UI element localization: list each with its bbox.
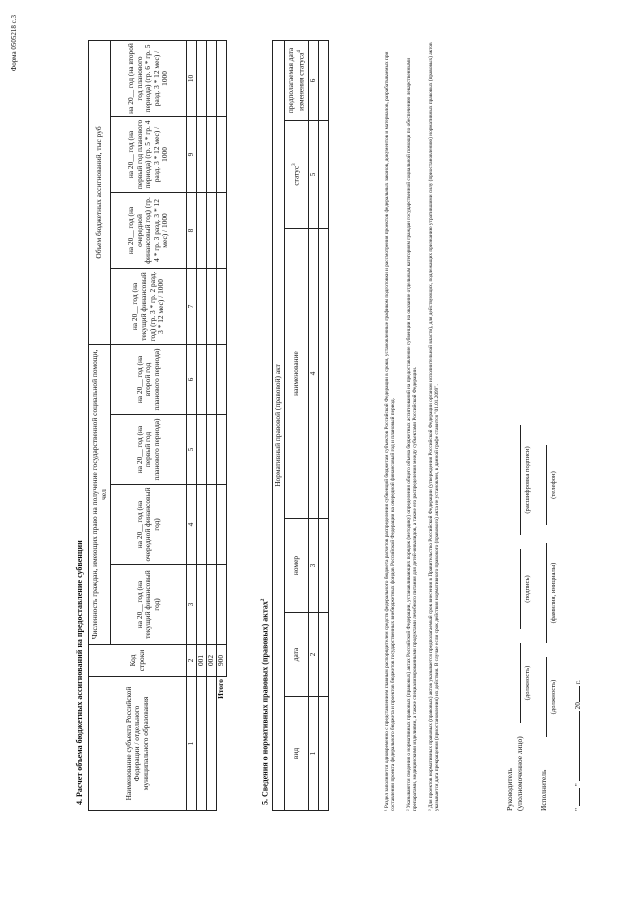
exec-fio-line xyxy=(546,543,547,643)
col-number: 9 xyxy=(187,116,197,192)
col-number: 1 xyxy=(187,677,197,811)
col-number: 2 xyxy=(187,645,197,677)
header-col9: на 20__ год (на первый год планового периода) (гр. 5 * гр. 4 разд. 3 * 12 мес) / 1000 xyxy=(111,116,187,192)
col-number: 4 xyxy=(309,229,319,519)
date-year-prefix: 20 xyxy=(573,702,582,710)
header-col8: на 20__ год (на очередной финансовый год) (гр. 4 * гр. 3 разд. 3 * 12 мес) / 1000 xyxy=(111,192,187,268)
head-signature-caption: (подпись) xyxy=(524,575,531,603)
exec-phone-caption: (телефон) xyxy=(550,471,557,499)
head-position-caption: (должность) xyxy=(524,665,531,701)
col-number: 6 xyxy=(309,40,319,120)
section5-title xyxy=(260,405,270,805)
table-row xyxy=(319,40,329,810)
header-recipients-group: Численность граждан, имеющих право на получение государственной социальной помощи, чел xyxy=(89,344,111,644)
head-decoding-caption: (расшифровка подписи) xyxy=(524,446,531,514)
head-signature-line xyxy=(520,549,521,629)
footnote-1: ¹ Раздел заполняется одновременно с представлением главным распорядителем средств федерального бюджета расчетов распределения субвенций бюджетам субъектов Российской Федерации в сроки, установленные графиком подготовки и рассмотрения проектов федеральных законов, документов и материалов, разрабатываемых при составлении проекта федерального бюджета и проектов бюджетов государственных внебюджетных фондов Российской Федерации на очередной финансовый год и плановый период. xyxy=(384,51,397,811)
header-col7: на 20__ год (на текущий финансовый год) (гр. 3 * гр. 2 разд. 3 * 12 мес) / 1000 xyxy=(111,268,187,344)
head-sub-label: (уполномоченное лицо) xyxy=(515,736,524,811)
date-day-blank xyxy=(579,788,580,806)
col-number: 5 xyxy=(309,121,319,229)
table-row xyxy=(197,40,207,810)
header-col4: на 20__ год (на очередной финансовый год) xyxy=(111,485,187,565)
header-status-text: статус xyxy=(291,165,301,186)
header-nomer: номер xyxy=(285,519,309,613)
header-col5: на 20__ год (на первый год планового периода) xyxy=(111,415,187,485)
footnote-3: ³ Для проектов нормативных правовых (правовых) актов указывается предполагаемый срок внесения в Правительство Российской Федерации (утверждения Российской Федерации органом исполнительной власти), для действующих, подлежащих признанию утратившими силу (приостановлению) нормативных правовых (правовых) актов указывается дата прекращения (приостановления) их действия. В случае если срок действия нормативного правового (правового) акта не установлен, в данной графе ставится "01.01.2099". xyxy=(428,42,441,811)
col-number: 8 xyxy=(187,192,197,268)
legal-act-group-header: Нормативный правовой (правовой) акт xyxy=(273,40,285,810)
col-number: 2 xyxy=(309,613,319,697)
header-code: Код строки xyxy=(89,645,187,677)
exec-fio-caption: (фамилия, инициалы) xyxy=(550,562,557,624)
exec-phone-line xyxy=(546,445,547,525)
column-numbers-row xyxy=(187,40,197,810)
total-row xyxy=(217,40,227,810)
header-col10: на 20__ год (на второй год планового периода) (гр. 6 * гр. 5 разд. 3 * 12 мес) / 1000 xyxy=(111,40,187,116)
total-label: Итого xyxy=(216,679,226,699)
executor-label: Исполнитель xyxy=(539,769,548,811)
col-number: 4 xyxy=(187,485,197,565)
header-date-change xyxy=(285,40,309,120)
subvention-calculation-table xyxy=(88,40,227,811)
header-name: Наименование субъекта Российской Федерации / отдельного муниципального образования xyxy=(89,677,187,811)
header-naim: наименование xyxy=(285,229,309,519)
row-code: 001 xyxy=(197,645,207,677)
legal-acts-table xyxy=(272,40,329,811)
header-date-change-text: предполагаемая дата изменения статуса xyxy=(286,47,306,114)
col-number: 3 xyxy=(309,519,319,613)
form-code: Форма 0505218 с.3 xyxy=(10,15,18,72)
date-change-footnote-ref: 4 xyxy=(296,50,302,53)
date-line xyxy=(574,571,583,811)
section5-title-footnote-ref: 2 xyxy=(261,598,266,602)
col-number: 3 xyxy=(187,565,197,645)
date-quote-close: " xyxy=(573,783,582,787)
section5-title-text: 5. Сведения о нормативных правовых (правовых) актах xyxy=(260,601,270,805)
exec-position-line xyxy=(546,657,547,737)
col-number: 10 xyxy=(187,40,197,116)
footnote-2: ² Указываются сведения о нормативных правовых (правовых) актах Российской Федерации, устанавливающих порядок (методику) определения общего объема бюджетных ассигнований на предоставление субвенции на оказание отдельным категориям граждан государственной социальной помощи по обеспечению лекарственными препаратами, медицинскими изделиями, а также специализированными продуктами лечебного питания для детей-инвалидов, а также его распределения между субъектами Российской Федерации. xyxy=(406,57,419,811)
head-label: Руководитель xyxy=(505,768,514,811)
head-decoding-line xyxy=(520,425,521,535)
column-numbers-row xyxy=(309,40,319,810)
total-code: 900 xyxy=(217,645,227,677)
header-data: дата xyxy=(285,613,309,697)
header-budget-group: Объем бюджетных ассигнований, тыс руб xyxy=(89,40,111,344)
header-status xyxy=(285,121,309,229)
exec-position-caption: (должность) xyxy=(550,679,557,715)
col-number: 6 xyxy=(187,344,197,414)
col-number: 7 xyxy=(187,268,197,344)
header-vid: вид xyxy=(285,697,309,811)
row-code: 002 xyxy=(207,645,217,677)
header-col3: на 20__ год (на текущий финансовый год) xyxy=(111,565,187,645)
col-number: 1 xyxy=(309,697,319,811)
date-month-blank xyxy=(579,711,580,781)
status-footnote-ref: 3 xyxy=(292,163,298,166)
col-number: 5 xyxy=(187,415,197,485)
date-year-blank xyxy=(579,686,580,702)
table-row xyxy=(207,40,217,810)
date-year-suffix: г. xyxy=(573,680,582,685)
header-col6: на 20__ год (на второй год планового периода) xyxy=(111,344,187,414)
head-position-line xyxy=(520,643,521,723)
date-quote-open: " xyxy=(573,807,582,811)
section4-title: 4. Расчет объема бюджетных ассигнований на предоставление субвенции xyxy=(75,540,84,805)
